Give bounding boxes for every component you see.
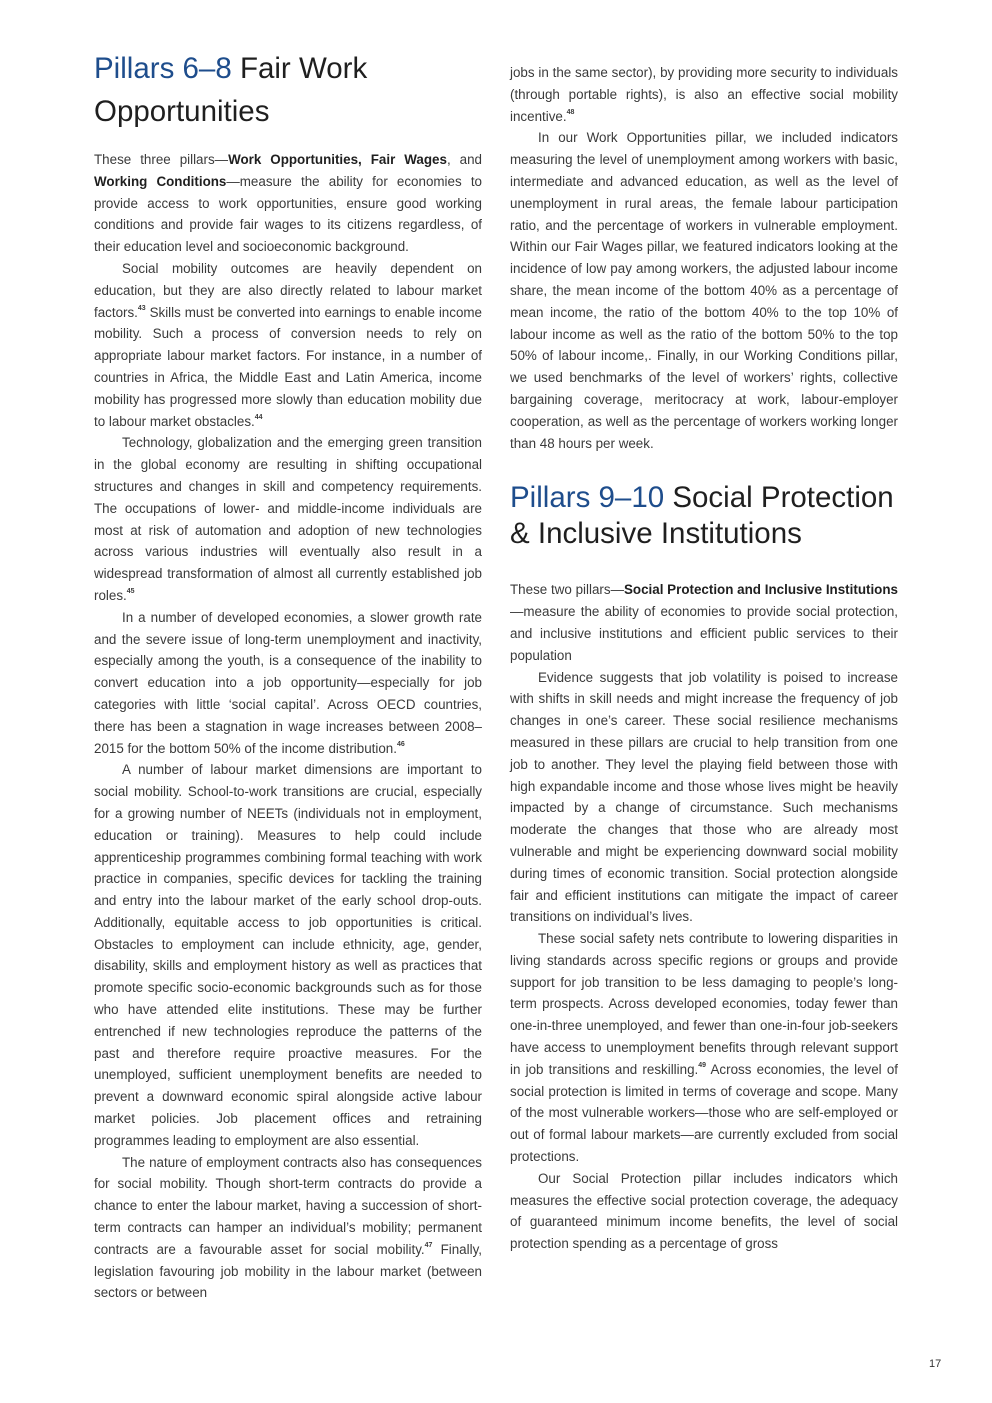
pillar-number: Pillars 9–10 xyxy=(510,481,665,515)
intro-paragraph xyxy=(94,149,482,258)
section-title: Fair Work Opportunities xyxy=(94,52,368,128)
text-run: Evidence suggests that job volatility is poised to increase with shifts in skill needs and might increase the frequency of job changes in one’s career. These social resilience mechanisms measured in these pillars are crucial to help transition from one job to another. They level the playing field between those with high expandable income and those whose lives might be heavily impacted by a change of circumstance. Such mechanisms moderate the changes that those who are already most vulnerable and might be experiencing downward social mobility during times of economic transition. Social protection alongside fair and efficient institutions can mitigate the impact of career transitions on individual’s lives. xyxy=(510,669,898,925)
text-run: In our Work Opportunities pillar, we included indicators measuring the level of unemployment among workers with basic, intermediate and advanced education, as well as the level of unemployment in rural areas, the female labour participation ratio, and the percentage of workers in vulnerable employment. Within our Fair Wages pillar, we featured indicators looking at the incidence of low pay among workers, the adjusted labour income share, the mean income of the bottom 40% as a percentage of mean income, the ratio of the bottom 40% to the top 10% of labour income as well as the ratio of the bottom 50% to the top 50% of labour income,. Finally, in our Working Conditions pillar, we used benchmarks of the level of workers’ rights, collective bargaining coverage, meritocracy at work, labour-employer cooperation, as well as the percentage of workers working longer than 48 hours per week. xyxy=(510,130,898,451)
bold-term: Working Conditions xyxy=(94,173,227,189)
footnote-ref[interactable]: 46 xyxy=(396,741,405,749)
pillar-number: Pillars 6–8 xyxy=(94,52,232,85)
text-run: These three pillars— xyxy=(94,152,229,167)
body-paragraph xyxy=(510,1168,898,1255)
text-run: The nature of employment contracts also has consequences for social mobility. Though short-term contracts do provide a chance to enter the labour market, having a succession of short-term contracts can hamper an individual’s mobility; permanent contracts are a favourable asset for social mobility. xyxy=(94,1154,482,1257)
text-run: , and xyxy=(446,152,482,167)
footnote-ref[interactable]: 49 xyxy=(698,1062,707,1070)
footnote-ref[interactable]: 48 xyxy=(566,109,575,117)
body-paragraph-continued xyxy=(510,62,898,127)
bold-term: Work Opportunities, Fair Wages xyxy=(228,152,447,167)
footnote-ref[interactable]: 45 xyxy=(126,588,135,596)
body-paragraph xyxy=(510,127,898,454)
section-heading-social-protection xyxy=(510,480,898,552)
text-run: Our Social Protection pillar includes indicators which measures the effective social protection coverage, the adequacy of guaranteed minimum income benefits, the level of social protection spending as a percentage of gross xyxy=(510,1170,898,1252)
right-body-text xyxy=(510,62,898,1255)
text-run: A number of labour market dimensions are important to social mobility. School-to-work transitions are crucial, especially for a growing number of NEETs (individuals not in employment, education or training). Measures to help could include apprenticeship programmes combining formal teaching with work practice in companies, specific devices for tackling the training and entry into the labour market of the early school drop-outs. Additionally, equitable access to job opportunities is critical. Obstacles to employment can include ethnicity, age, gender, disability, skills and employment history as well as practices that promote specific socio-economic backgrounds such as for those who have attended elite institutions. These may be further entrenched if new technologies reproduce the patterns of the past and therefore require proactive measures. For the unemployed, sufficient unemployment benefits are needed to prevent a downward economic spiral alongside active labour market policies. Job placement offices and retraining programmes leading to employment are also essential. xyxy=(94,762,482,1148)
section-heading-fair-work xyxy=(94,47,482,133)
text-run: These social safety nets contribute to lowering disparities in living standards across specific regions or groups and provide support for job transition to be less damaging to people’s long-term prospects. Across developed economies, today fewer than one-in-three unemployed, and fewer than one-in-four job-seekers have access to unemployment benefits through relevant support in job transitions and reskilling. xyxy=(510,931,898,1077)
body-paragraph xyxy=(94,759,482,1151)
footnote-ref[interactable]: 43 xyxy=(137,305,146,313)
text-run: jobs in the same sector), by providing more security to individuals (through portable rights), is also an effective social mobility incentive. xyxy=(510,65,898,124)
text-run: Finally, legislation favouring job mobility in the labour market (between sectors or between xyxy=(94,1241,482,1301)
body-paragraph xyxy=(510,928,898,1168)
body-paragraph xyxy=(94,607,482,760)
body-paragraph xyxy=(94,258,482,432)
intro-paragraph xyxy=(510,579,898,666)
page-number: 17 xyxy=(929,1358,942,1370)
bold-term: Social Protection and Inclusive Institutions xyxy=(623,582,898,598)
text-run: Social mobility outcomes are heavily dependent on education, but they are also directly related to labour market factors. xyxy=(94,260,482,320)
text-run: —measure the ability of economies to provide social protection, and inclusive institutions and efficient public services to their population xyxy=(510,604,898,663)
text-run: Technology, globalization and the emerging green transition in the global economy are resulting in shifting occupational structures and changes in skill and competency requirements. The occupations of lower- and middle-income individuals are most at risk of automation and adoption of new technologies across various industries will eventually also result in a widespread transformation of almost all currently established job roles. xyxy=(94,435,482,603)
text-run: Across economies, the level of social protection is limited in terms of coverage and scope. Many of the most vulnerable workers—those who are self-employed or out of formal labour markets—are currently excluded from social protections. xyxy=(510,1061,898,1165)
body-paragraph xyxy=(94,1152,482,1305)
text-run: —measure the ability for economies to provide access to work opportunities, ensure good working conditions and provide fair wages to its citizens regardless, of their education level and socioeconomic background. xyxy=(94,173,482,255)
section2-body xyxy=(510,579,898,1255)
text-run: These two pillars— xyxy=(510,582,624,598)
body-paragraph xyxy=(510,667,898,929)
body-paragraph xyxy=(94,432,482,606)
section-title: Social Protection & Inclusive Institutions xyxy=(510,481,894,551)
left-body-text xyxy=(94,149,482,1304)
text-run: Skills must be converted into earnings to enable income mobility. Such a process of conversion needs to rely on appropriate labour market factors. For instance, in a number of countries in Africa, the Middle East and Latin America, income mobility has progressed more slowly than education mobility due to labour market obstacles. xyxy=(94,304,482,429)
footnote-ref[interactable]: 47 xyxy=(424,1242,433,1250)
text-run: In a number of developed economies, a slower growth rate and the severe issue of long-term unemployment and inactivity, especially among the youth, is a consequence of the inability to convert education into a job opportunity—especially for job categories with little ‘social capital’. Across OECD countries, there has been a stagnation in wage increases between 2008–2015 for the bottom 50% of the income distribution. xyxy=(94,609,482,756)
footnote-ref[interactable]: 44 xyxy=(254,414,263,422)
